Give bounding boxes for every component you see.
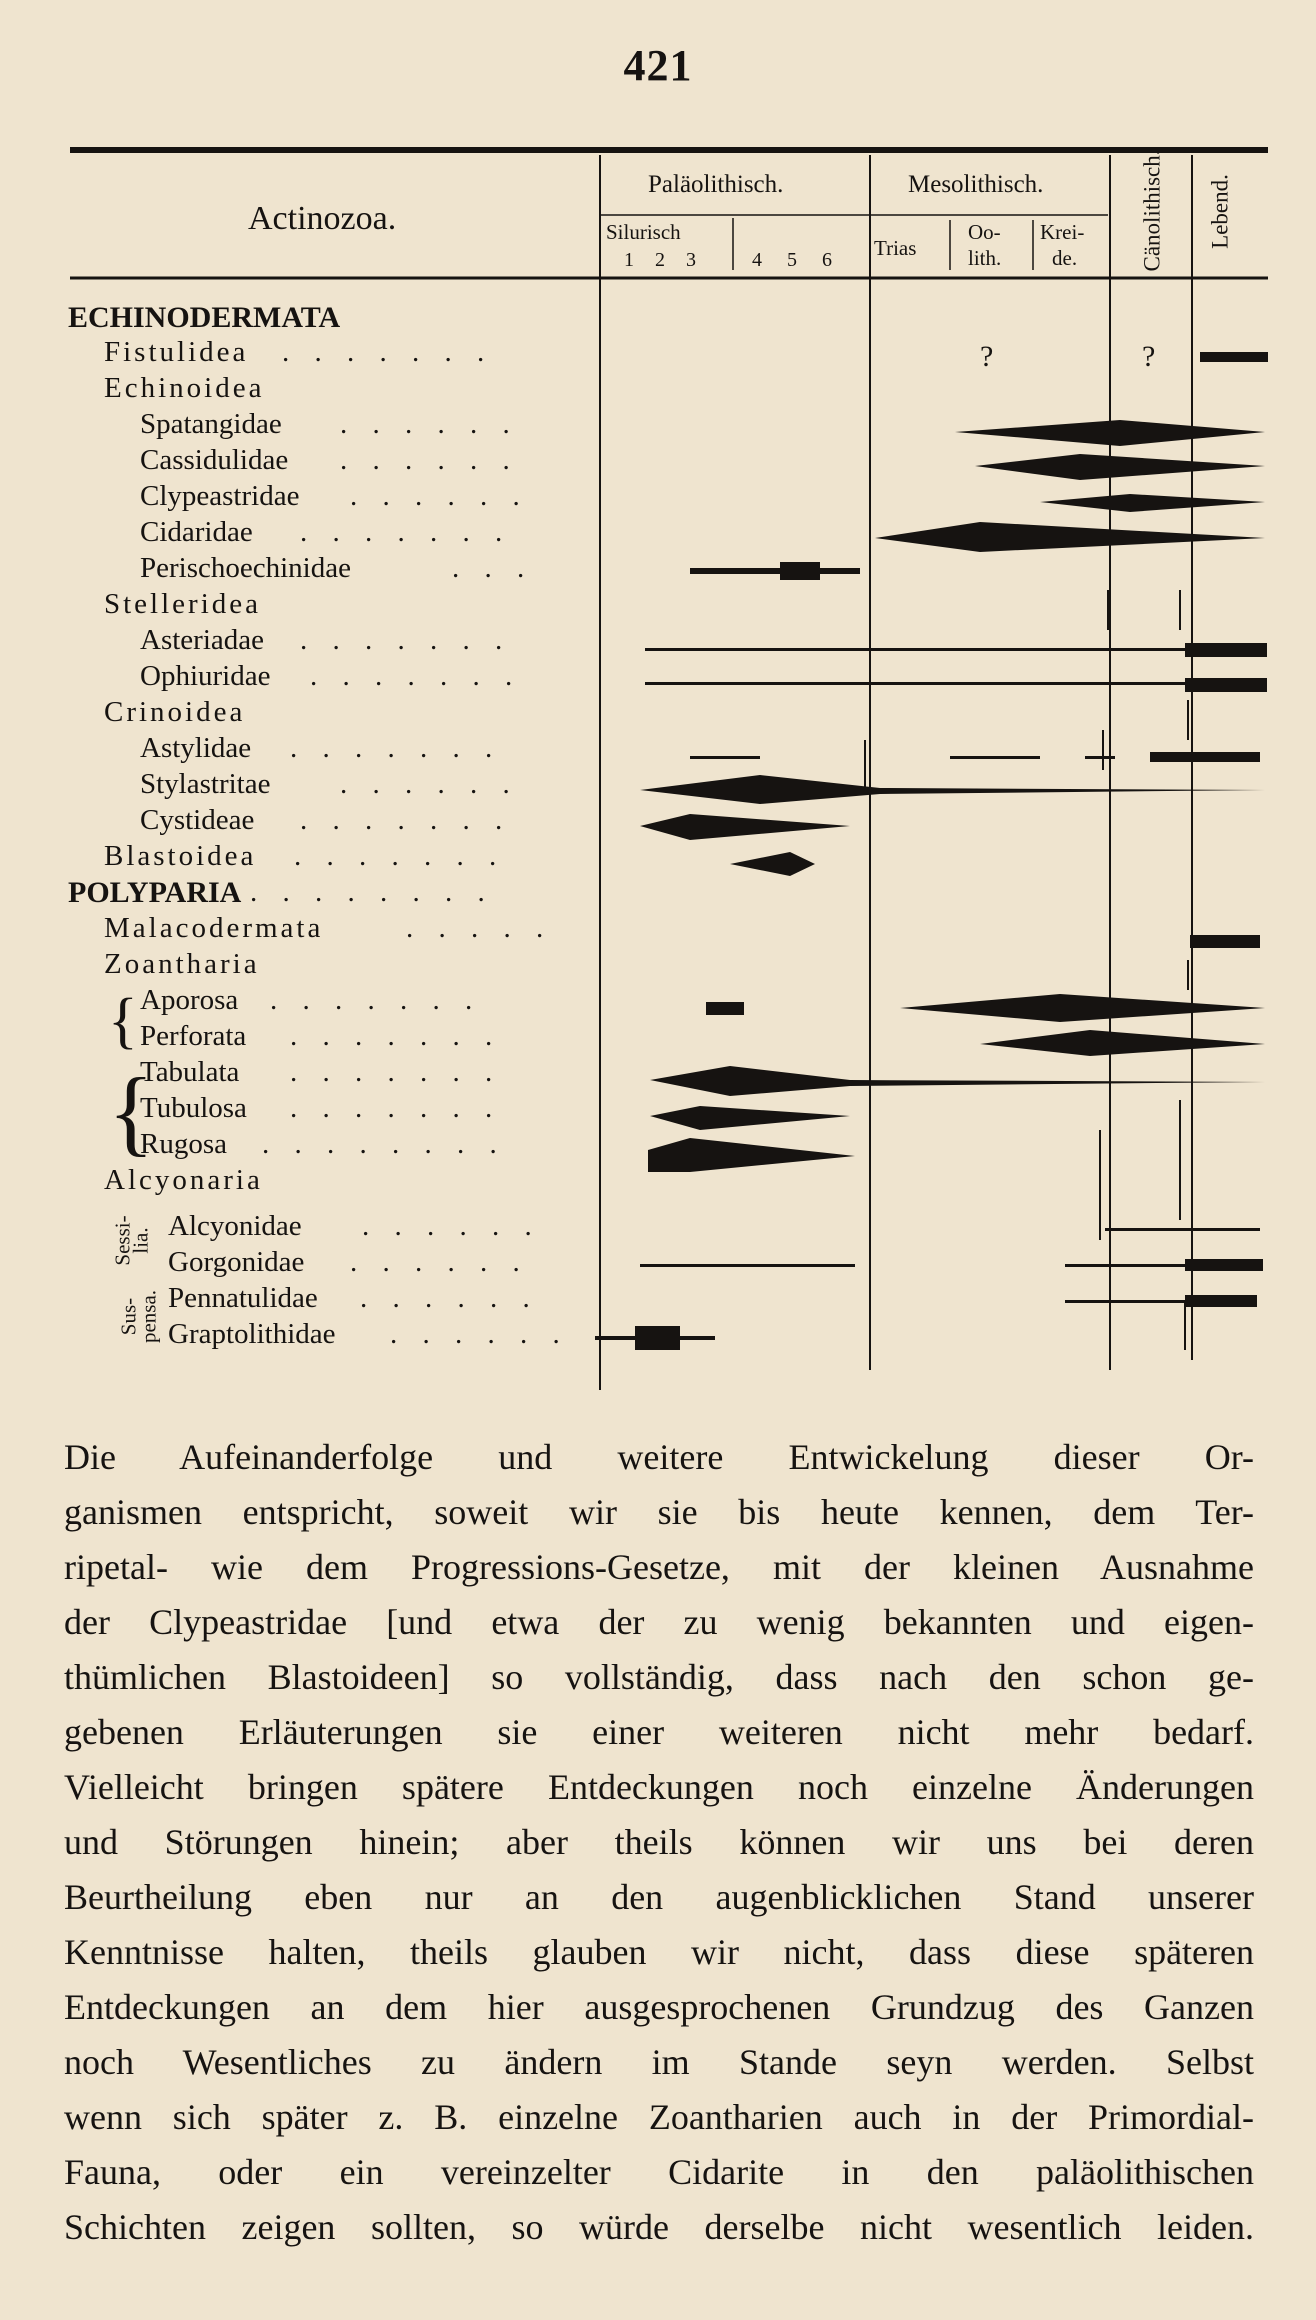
row-leader-dots: . . . . . . . <box>282 336 494 368</box>
text-line: Die Aufeinanderfolge und weitere Entwickelung dieser Or- <box>64 1437 1254 1477</box>
era-caenolithic: Cänolithisch. <box>1139 149 1165 272</box>
text-line: Kenntnisse halten, theils glauben wir nicht, dass diese späteren <box>64 1932 1254 1972</box>
row-leader-dots: . . . . . . <box>360 1282 539 1314</box>
subhead-kreide-2: de. <box>1052 246 1078 270</box>
row-label: Clypeastridae <box>140 480 300 512</box>
row-leader-dots: . . . . . . . <box>300 624 512 656</box>
row-label: Perforata <box>140 1020 247 1052</box>
text-line: Entdeckungen an dem hier ausgesprochenen Grundzug des Ganzen <box>64 1987 1254 2027</box>
row-label: Astylidae <box>140 732 252 764</box>
side-label-suspensa-2: pensa. <box>136 1289 161 1344</box>
row-leader-dots: . . . . . . . <box>290 1092 502 1124</box>
row-leader-dots: . . . . . . . <box>300 804 512 836</box>
body-paragraph <box>64 1430 1254 2255</box>
subhead-oolith-2: lith. <box>968 246 1002 270</box>
row-label: Crinoidea <box>104 696 246 728</box>
row-leader-dots: . . . . . . <box>350 1246 529 1278</box>
text-line: noch Wesentliches zu ändern im Stande seyn werden. Selbst <box>64 2042 1254 2082</box>
row-label: Pennatulidae <box>168 1282 318 1314</box>
row-label: Alcyonaria <box>104 1164 263 1196</box>
row-leader-dots: . . . . . . . <box>270 984 482 1016</box>
row-leader-dots: . . . . . . . <box>290 732 502 764</box>
row-leader-dots: . . . . . . . . <box>250 876 494 908</box>
row-label: Spatangidae <box>140 408 282 440</box>
brace-aporosa-perforata: { <box>108 987 138 1055</box>
row-leader-dots: . . . . . . . <box>310 660 522 692</box>
row-label: Graptolithidae <box>168 1318 336 1350</box>
subhead-kreide-1: Krei- <box>1040 220 1085 244</box>
row-label: Zoantharia <box>104 948 260 980</box>
row-label: Alcyonidae <box>168 1210 302 1242</box>
subhead-oolith-1: Oo- <box>968 220 1001 244</box>
era-living: Lebend. <box>1207 174 1233 249</box>
row-label: Gorgonidae <box>168 1246 305 1278</box>
row-leader-dots: . . . . . . . <box>294 840 506 872</box>
row-label: Perischoechinidae <box>140 552 351 584</box>
row-label: Cidaridae <box>140 516 253 548</box>
row-label: POLYPARIA <box>68 876 242 909</box>
row-label: Blastoidea <box>104 840 257 872</box>
subhead-silurian-numbers: 1 2 3 <box>624 249 704 271</box>
text-line: ganismen entspricht, soweit wir sie bis heute kennen, dem Ter- <box>64 1492 1254 1532</box>
subhead-trias: Trias <box>874 236 917 260</box>
row-leader-dots: . . . . . <box>406 912 553 944</box>
text-line: gebenen Erläuterungen sie einer weiteren nicht mehr bedarf. <box>64 1712 1254 1752</box>
row-leader-dots: . . . . . . . <box>290 1020 502 1052</box>
row-label: Ophiuridae <box>140 660 271 692</box>
row-leader-dots: . . . . . . . . <box>262 1128 506 1160</box>
side-label-suspensa-1: Sus- <box>116 1297 141 1336</box>
range-lines <box>865 590 1188 1350</box>
row-leader-dots: . . . . . . . <box>290 1056 502 1088</box>
row-label: Echinoidea <box>104 372 265 404</box>
row-label: ECHINODERMATA <box>68 301 341 334</box>
page-number: 421 <box>623 41 693 90</box>
row-leader-dots: . . . . . . <box>390 1318 569 1350</box>
question-mark: ? <box>1142 340 1156 373</box>
text-line: der Clypeastridae [und etwa der zu wenig bekannten und eigen- <box>64 1602 1254 1642</box>
row-label: Cassidulidae <box>140 444 289 476</box>
row-label: Cystideae <box>140 804 255 836</box>
row-leader-dots: . . . . . . <box>340 768 519 800</box>
row-leader-dots: . . . . . . <box>340 444 519 476</box>
text-line: wenn sich später z. B. einzelne Zoantharien auch in der Primordial- <box>64 2097 1254 2137</box>
row-label: Fistulidea <box>104 336 249 368</box>
row-label: Malacodermata <box>104 912 324 944</box>
text-line: und Störungen hinein; aber theils können wir uns bei deren <box>64 1822 1254 1862</box>
row-label: Stelleridea <box>104 588 262 620</box>
text-line: Fauna, oder ein vereinzelter Cidarite in den paläolithischen <box>64 2152 1254 2192</box>
row-label: Tubulosa <box>140 1092 247 1124</box>
row-label: Stylastritae <box>140 768 271 800</box>
text-line: Vielleicht bringen spätere Entdeckungen noch einzelne Änderungen <box>64 1767 1254 1807</box>
text-line: Schichten zeigen sollten, so würde derselbe nicht wesentlich leiden. <box>64 2207 1254 2247</box>
question-mark: ? <box>980 340 994 373</box>
text-line: Beurtheilung eben nur an den augenblicklichen Stand unserer <box>64 1877 1254 1917</box>
row-leader-dots: . . . . . . . <box>300 516 512 548</box>
era-mesolithic: Mesolithisch. <box>908 171 1044 198</box>
range-bars <box>595 352 1268 1350</box>
row-leader-dots: . . . <box>452 552 534 584</box>
side-label-sessilia-2: lia. <box>128 1227 153 1254</box>
text-line: ripetal- wie dem Progressions-Gesetze, mit der kleinen Ausnahme <box>64 1547 1254 1587</box>
era-palaeolithic: Paläolithisch. <box>648 171 784 198</box>
row-leader-dots: . . . . . . <box>362 1210 541 1242</box>
row-leader-dots: . . . . . . <box>350 480 529 512</box>
row-label: Rugosa <box>140 1128 227 1160</box>
text-line: thümlichen Blastoideen] so vollständig, dass nach den schon ge- <box>64 1657 1254 1697</box>
row-label: Tabulata <box>140 1056 240 1088</box>
brace-tabulata-rugosa: { <box>108 1058 155 1165</box>
side-label-sessilia-1: Sessi- <box>110 1215 135 1266</box>
row-leader-dots: . . . . . . <box>340 408 519 440</box>
subhead-numbers-456: 4 5 6 <box>752 249 842 271</box>
subhead-silurian: Silurisch <box>606 220 681 244</box>
table-corner-label: Actinozoa. <box>248 200 397 237</box>
row-label: Aporosa <box>140 984 239 1016</box>
row-label: Asteriadae <box>140 624 264 656</box>
